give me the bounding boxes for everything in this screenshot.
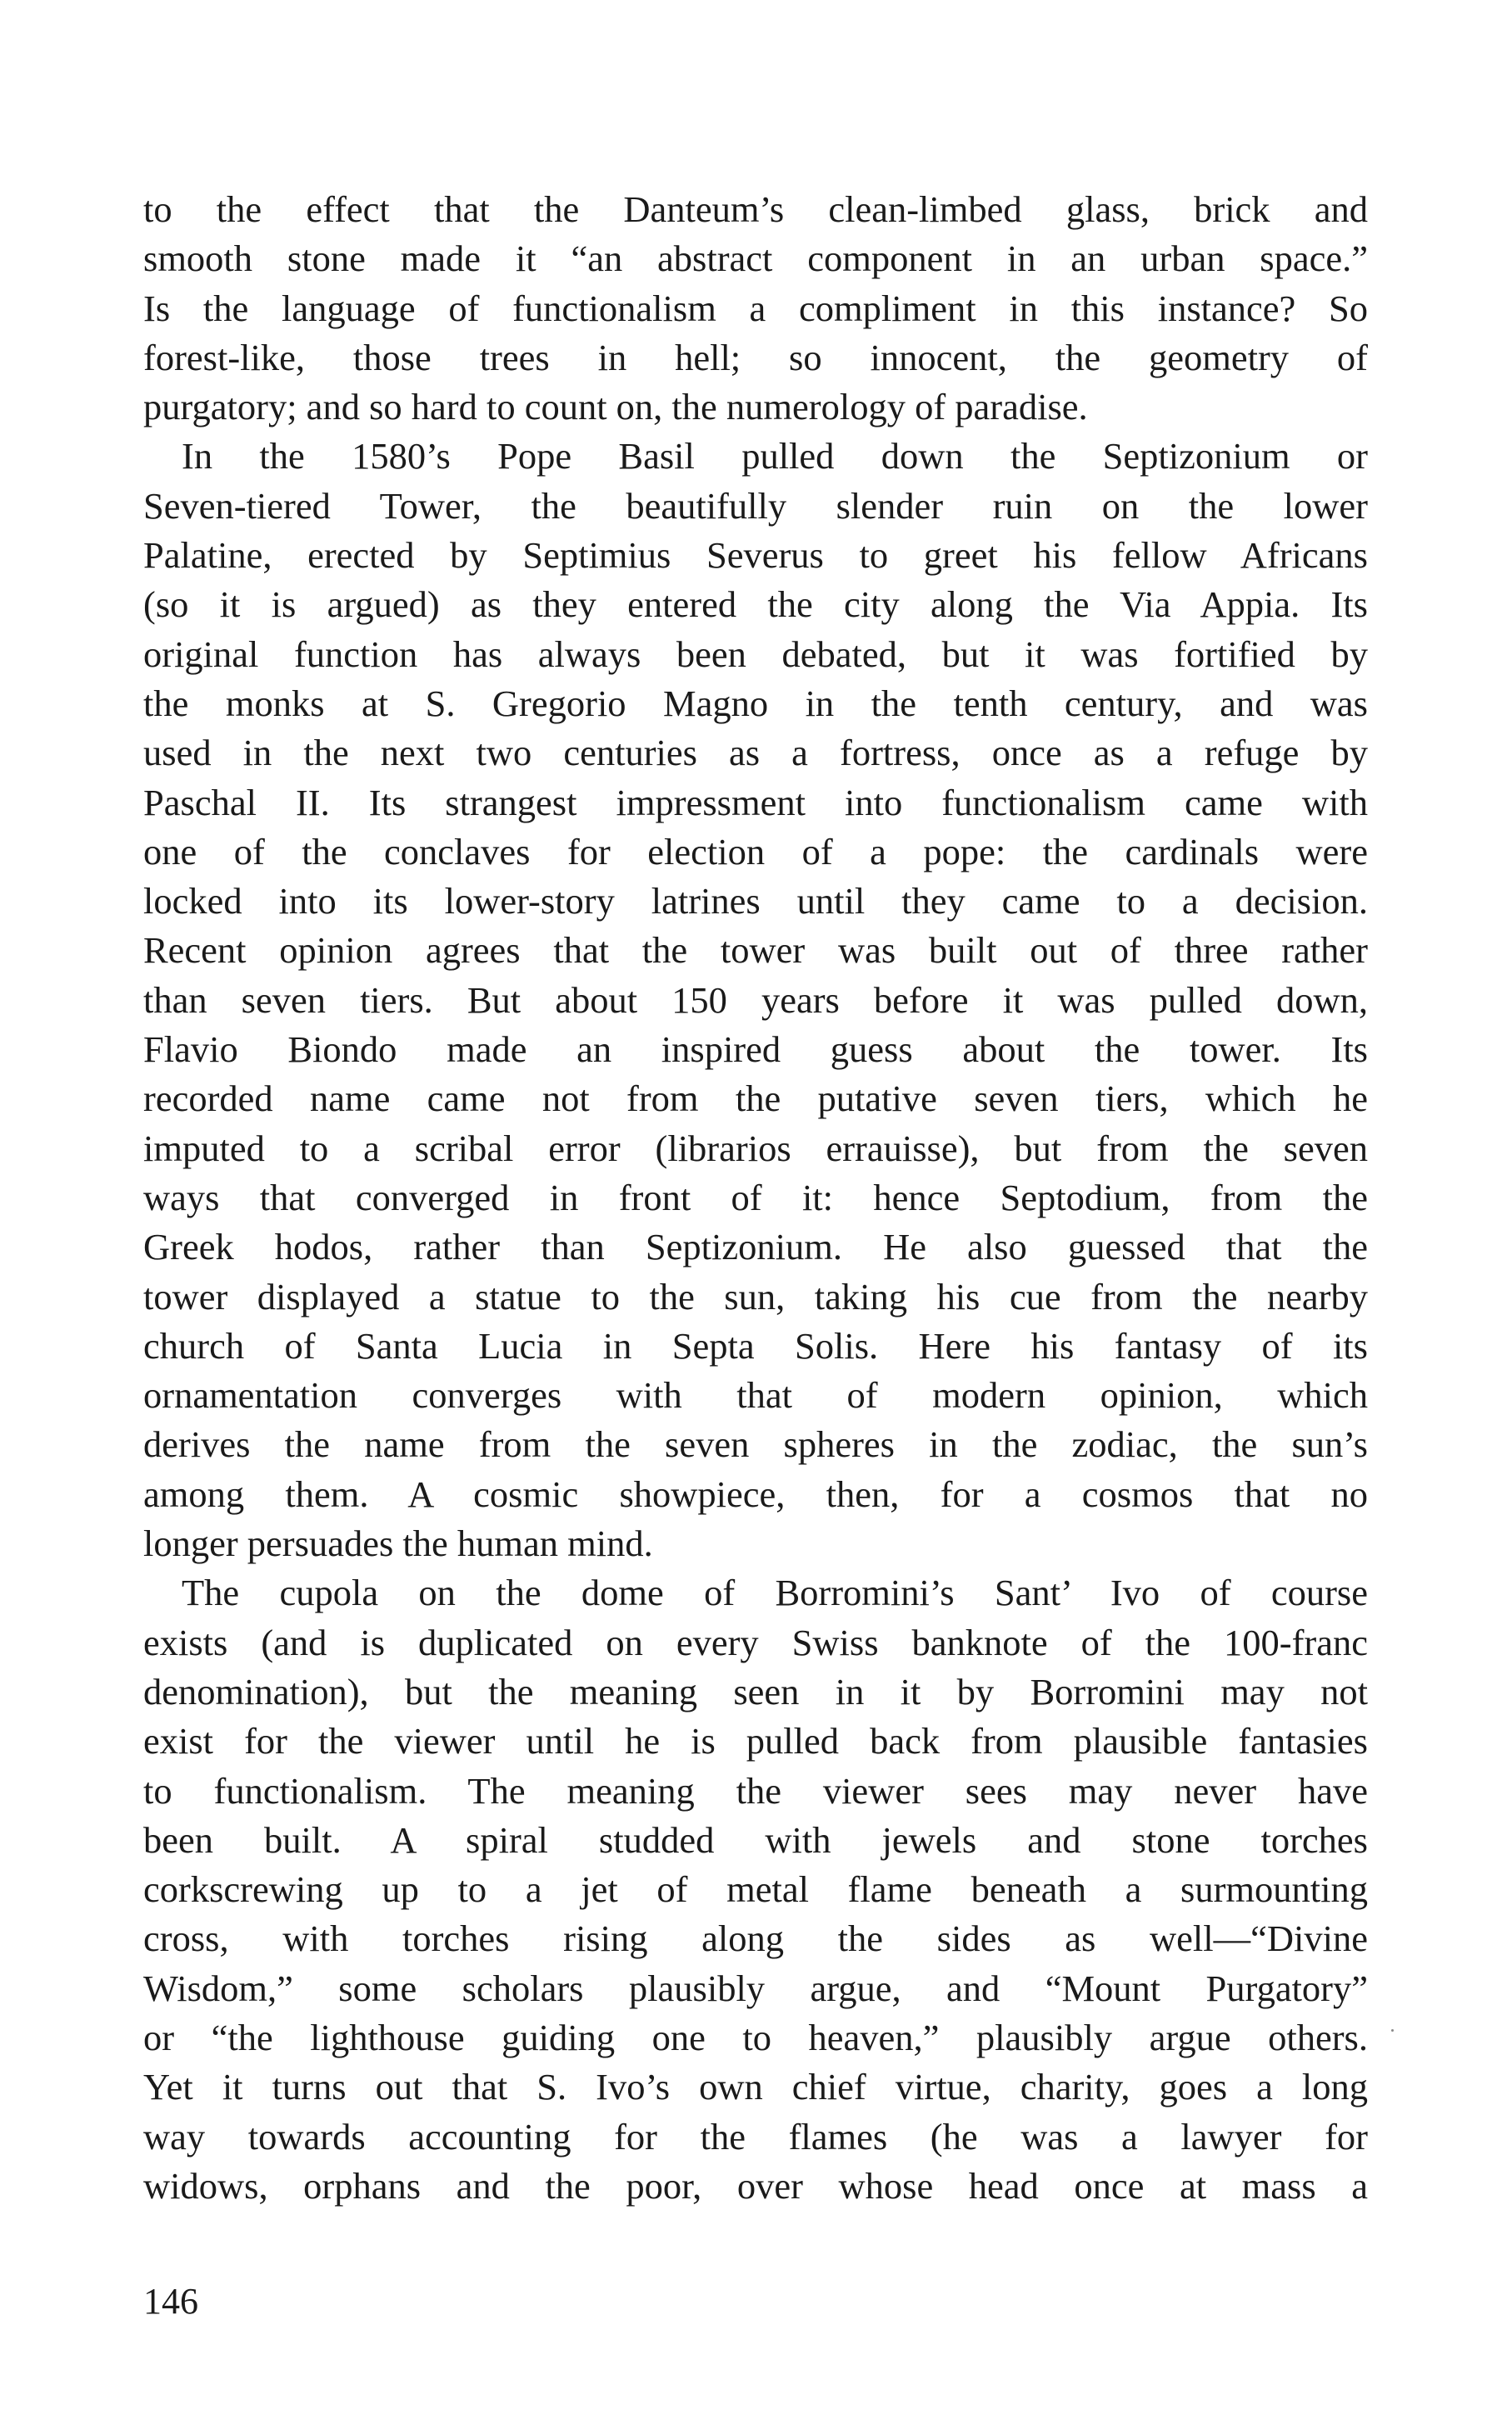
text-line-11: the monks at S. Gregorio Magno in the tenth century, and was [143,682,1368,724]
text-line-26: derives the name from the seven spheres in the zodiac, the sun’s [143,1423,1368,1466]
text-line-20: imputed to a scribal error (librarios errauisse), but from the seven [143,1127,1368,1169]
text-line-28: longer persuades the human mind. [143,1522,653,1565]
text-line-1: to the effect that the Danteum’s clean-limbed glass, brick and [143,188,1368,230]
text-line-5: purgatory; and so hard to count on, the numerology of paradise. [143,386,1088,428]
text-line-22: Greek hodos, rather than Septizonium. He also guessed that the [143,1226,1368,1268]
text-line-35: corkscrewing up to a jet of metal flame beneath a surmounting [143,1868,1368,1911]
text-line-16: Recent opinion agrees that the tower was built out of three rather [143,929,1368,972]
text-line-12: used in the next two centuries as a fortress, once as a refuge by [143,732,1368,774]
text-line-29: The cupola on the dome of Borromini’s Sant’ Ivo of course [182,1572,1368,1614]
text-line-27: among them. A cosmic showpiece, then, for a cosmos that no [143,1472,1368,1515]
text-line-18: Flavio Biondo made an inspired guess about the tower. Its [143,1028,1368,1071]
scan-speck [1391,2029,1394,2032]
text-line-17: than seven tiers. But about 150 years before it was pulled down, [143,978,1368,1021]
text-line-13: Paschal II. Its strangest impressment into functionalism came with [143,781,1368,823]
text-line-10: original function has always been debated, but it was fortified by [143,632,1368,675]
text-line-34: been built. A spiral studded with jewels and stone torches [143,1818,1368,1861]
text-line-30: exists (and is duplicated on every Swiss banknote of the 100-franc [143,1621,1368,1663]
page-number: 146 [143,2281,198,2322]
text-line-6: In the 1580’s Pope Basil pulled down the Septizonium or [182,435,1368,478]
text-line-19: recorded name came not from the putative seven tiers, which he [143,1078,1368,1120]
text-line-24: church of Santa Lucia in Septa Solis. Here his fantasy of its [143,1324,1368,1367]
text-line-21: ways that converged in front of it: hence Septodium, from the [143,1176,1368,1218]
body-text [143,185,1368,2211]
text-line-33: to functionalism. The meaning the viewer sees may never have [143,1769,1368,1812]
text-line-38: or “the lighthouse guiding one to heaven,” plausibly argue others. [143,2016,1368,2058]
text-line-41: widows, orphans and the poor, over whose head once at mass a [143,2164,1368,2207]
text-line-3: Is the language of functionalism a compliment in this instance? So [143,287,1368,329]
text-line-25: ornamentation converges with that of modern opinion, which [143,1374,1368,1417]
text-line-37: Wisdom,” some scholars plausibly argue, and “Mount Purgatory” [143,1967,1368,2009]
text-line-36: cross, with torches rising along the sides as well—“Divine [143,1918,1368,1960]
text-line-39: Yet it turns out that S. Ivo’s own chief virtue, charity, goes a long [143,2066,1368,2108]
text-line-8: Palatine, erected by Septimius Severus to greet his fellow Africans [143,534,1368,577]
text-line-7: Seven-tiered Tower, the beautifully slender ruin on the lower [143,484,1368,527]
text-line-40: way towards accounting for the flames (he was a lawyer for [143,2115,1368,2158]
text-line-4: forest-like, those trees in hell; so innocent, the geometry of [143,336,1368,378]
text-line-23: tower displayed a statue to the sun, taking his cue from the nearby [143,1275,1368,1318]
text-line-14: one of the conclaves for election of a pope: the cardinals were [143,830,1368,872]
text-line-32: exist for the viewer until he is pulled back from plausible fantasies [143,1720,1368,1762]
text-line-9: (so it is argued) as they entered the city along the Via Appia. Its [143,583,1368,626]
text-line-31: denomination), but the meaning seen in it by Borromini may not [143,1670,1368,1712]
text-line-2: smooth stone made it “an abstract component in an urban space.” [143,238,1368,280]
text-line-15: locked into its lower-story latrines until they came to a decision. [143,880,1368,922]
